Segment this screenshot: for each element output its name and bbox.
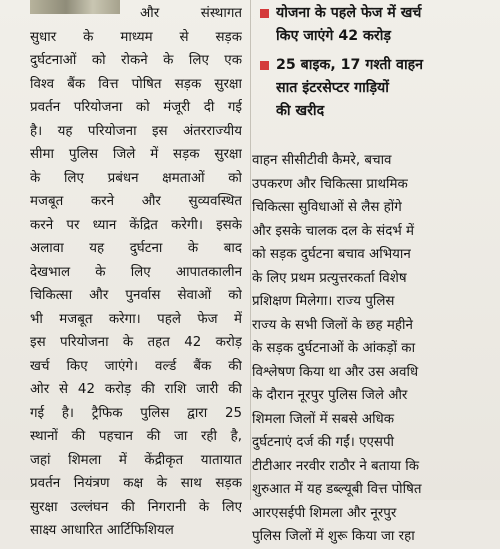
article-text-line: चिकित्सा सुविधाओं से लैस होंगे: [252, 200, 402, 215]
article-text-line: और इसके चालक दल के संदर्भ में: [252, 223, 415, 239]
article-text-line: चिकित्सा और पुनर्वास सेवाओं को: [30, 288, 242, 303]
article-text-line: पुलिस जिलों में शुरू किया जा रहा: [252, 529, 415, 544]
column-divider: [250, 0, 251, 500]
article-text-line: के लिए प्रबंधन क्षमताओं को: [30, 170, 242, 186]
highlight-item: [258, 54, 500, 123]
article-text-line: प्रवर्तन नियंत्रण कक्ष के साथ सड़क: [30, 476, 242, 491]
article-text-line: सुधार के माध्यम से सड़क: [30, 29, 242, 45]
highlight-text-line: किए जाएंगे 42 करोड़: [276, 28, 391, 44]
article-text-line: प्रवर्तन परियोजना को मंजूरी दी गई: [30, 100, 242, 115]
article-text-line: वाहन सीसीटीवी कैमरे, बचाव: [252, 153, 392, 168]
article-text-line: दुर्घटनाओं को रोकने के लिए एक: [30, 53, 242, 68]
highlight-text-line: की खरीद: [276, 103, 325, 119]
article-text-line: दुर्घटनाएं दर्ज की गईं। एएसपी: [252, 435, 395, 450]
article-text-line: को सड़क दुर्घटना बचाव अभियान: [252, 247, 411, 262]
article-text-line: गई है। ट्रैफिक पुलिस द्वारा 25: [30, 405, 242, 421]
highlight-text-line: योजना के पहले फेज में खर्च: [276, 5, 422, 21]
article-text-line: देखभाल के लिए आपातकालीन: [30, 264, 242, 280]
highlight-box: [258, 2, 500, 129]
article-text-line: सीमा पुलिस जिले में सड़क सुरक्षा: [30, 147, 242, 162]
article-left-column: [30, 2, 242, 543]
article-text-line: उपकरण और चिकित्सा प्राथमिक: [252, 176, 408, 192]
article-text-line: भी मजबूत करेगा। पहले फेज में: [30, 311, 242, 327]
highlight-text-line: सात इंटरसेप्टर गाड़ियों: [276, 80, 389, 96]
highlight-text-line: 25 बाइक, 17 गश्ती वाहन: [276, 57, 424, 73]
article-text-line: के दौरान नूरपुर पुलिस जिले और: [252, 388, 408, 403]
highlight-item: [258, 2, 500, 48]
article-text-line: राज्य के सभी जिलों के छह महीने: [252, 317, 413, 333]
article-text-line: स्थानों की पहचान की जा रही है,: [30, 429, 242, 444]
article-text-line: के लिए प्रथम प्रत्युत्तरकर्ता विशेष: [252, 270, 407, 286]
article-text-line: इस परियोजना के तहत 42 करोड़: [30, 335, 242, 350]
article-text-line: टीटीआर नरवीर राठौर ने बताया कि: [252, 458, 420, 474]
article-right-column: [252, 149, 500, 549]
article-text-line: साक्ष्य आधारित आर्टिफिशियल: [30, 523, 174, 538]
article-text-line: ओर से 42 करोड़ की राशि जारी की: [30, 382, 242, 397]
square-bullet-icon: [260, 61, 269, 70]
article-text-line: विश्व बैंक वित्त पोषित सड़क सुरक्षा: [30, 76, 242, 92]
article-text-line: खर्च किए जाएंगे। वर्ल्ड बैंक की: [30, 358, 242, 374]
article-text-line: सुरक्षा उल्लंघन की निगरानी के लिए: [30, 499, 242, 515]
article-text-line: मजबूत करने और सुव्यवस्थित: [30, 194, 242, 209]
article-text-line: शुरुआत में यह डब्ल्यूबी वित्त पोषित: [252, 482, 422, 497]
article-text-line: है। यह परियोजना इस अंतरराज्यीय: [30, 123, 242, 139]
article-text-line: अलावा यह दुर्घटना के बाद: [30, 241, 242, 256]
article-text-line: प्रशिक्षण मिलेगा। राज्य पुलिस: [252, 294, 395, 309]
article-text-line: और संस्थागत: [140, 6, 242, 21]
article-text-line: शिमला जिलों में सबसे अधिक: [252, 411, 395, 427]
article-text-line: करने पर ध्यान केंद्रित करेगी। इसके: [30, 217, 242, 233]
article-text-line: जहां शिमला में केंद्रीकृत यातायात: [30, 452, 242, 468]
article-text-line: के सड़क दुर्घटनाओं के आंकड़ों का: [252, 341, 416, 356]
article-text-line: आरएसईपी शिमला और नूरपुर: [252, 505, 397, 521]
square-bullet-icon: [260, 9, 269, 18]
article-text-line: विश्लेषण किया था और उस अवधि: [252, 364, 419, 380]
